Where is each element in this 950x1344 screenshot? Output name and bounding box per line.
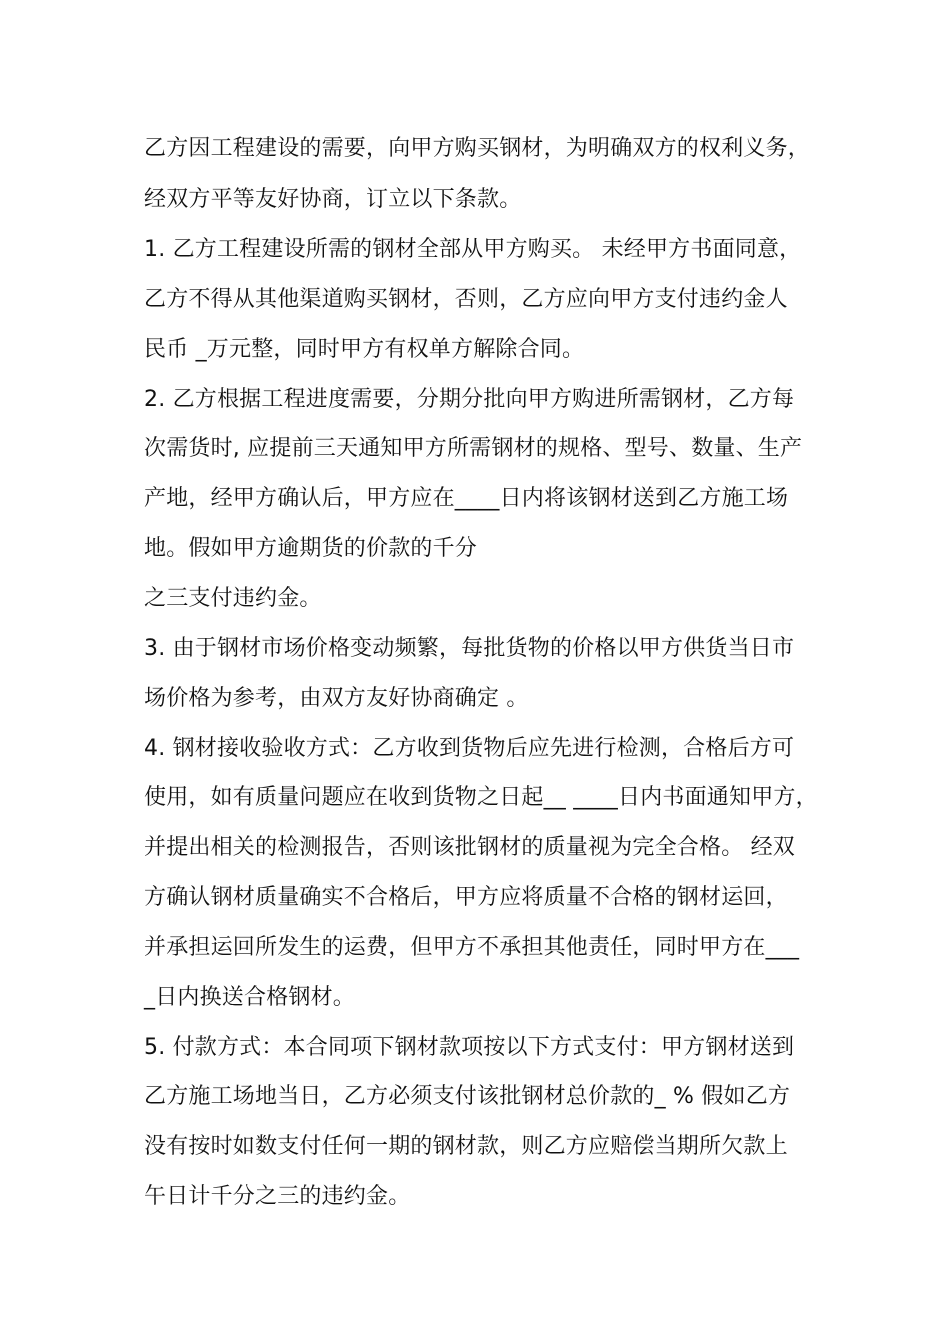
text-line: 并承担运回所发生的运费，但甲方不承担其他责任，同时甲方在___ [144,935,800,960]
text-line: 乙方施工场地当日，乙方必须支付该批钢材总价款的_ % 假如乙方 [144,1084,791,1109]
text-line: 经双方平等友好协商，订立以下条款。 [144,187,522,212]
clause-3-line: 3. 由于钢材市场价格变动频繁，每批货物的价格以甲方供货当日市 [144,636,795,661]
text-line: 地。假如甲方逾期货的价款的千分 [144,536,478,561]
text-line: 使用，如有质量问题应在收到货物之日起__ ____日内书面通知甲方， [144,785,818,810]
clause-4-line: 4. 钢材接收验收方式：乙方收到货物后应先进行检测，合格后方可 [144,736,795,761]
clause-1-line: 1. 乙方工程建设所需的钢材全部从甲方购买。 未经甲方书面同意， [144,237,802,262]
text-line: _日内换送合格钢材。 [144,985,356,1010]
text-line: 场价格为参考，由双方友好协商确定 。 [144,686,529,711]
text-line: 方确认钢材质量确实不合格后，甲方应将质量不合格的钢材运回， [144,885,788,910]
text-line: 之三支付违约金。 [144,586,322,611]
text-line: 乙方因工程建设的需要，向甲方购买钢材，为明确双方的权利义务， [144,136,811,161]
text-line: 次需货时, 应提前三天通知甲方所需钢材的规格、型号、数量、生产 [144,436,803,461]
text-line: 午日计千分之三的违约金。 [144,1184,411,1209]
clause-5-line: 5. 付款方式：本合同项下钢材款项按以下方式支付：甲方钢材送到 [144,1035,795,1060]
text-line: 民币 _万元整，同时甲方有权单方解除合同。 [144,337,585,362]
text-line: 并提出相关的检测报告，否则该批钢材的质量视为完全合格。 经双 [144,835,795,860]
text-line: 产地，经甲方确认后，甲方应在____日内将该钢材送到乙方施工场 [144,486,789,511]
text-line: 没有按时如数支付任何一期的钢材款，则乙方应赔偿当期所欠款上 [144,1134,788,1159]
text-line: 乙方不得从其他渠道购买钢材，否则，乙方应向甲方支付违约金人 [144,287,788,312]
clause-2-line: 2. 乙方根据工程进度需要，分期分批向甲方购进所需钢材，乙方每 [144,387,795,412]
